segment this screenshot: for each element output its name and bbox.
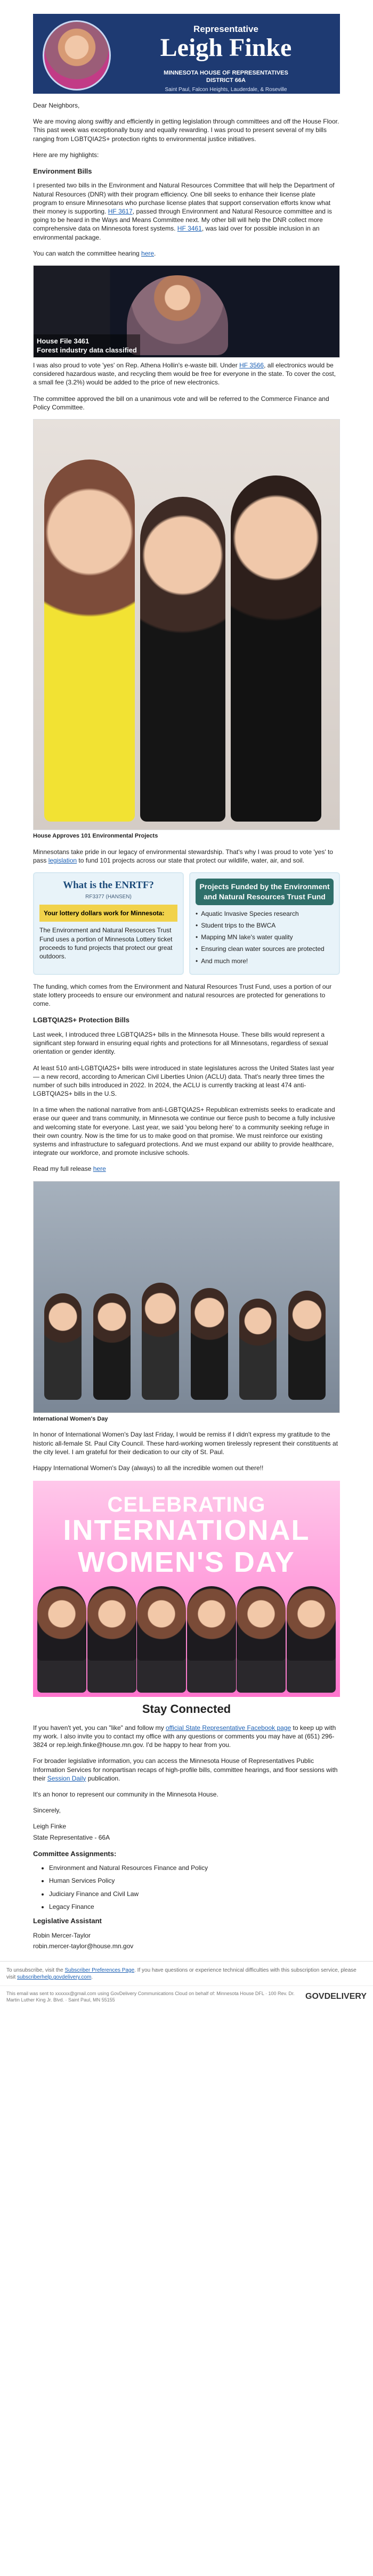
enrtf-item-text: And much more! (201, 957, 248, 965)
poster-people (37, 1581, 336, 1693)
assistant-name: Robin Mercer-Taylor (33, 1931, 91, 1939)
legacy-paragraph (33, 848, 340, 865)
enrtf-left-highlight: Your lottery dollars work for Minnesota: (39, 905, 177, 922)
greeting: Dear Neighbors, (33, 102, 80, 109)
legacy-text-b: to fund 101 projects across our state that protect our wildlife, water, air, and soil. (77, 856, 304, 864)
footer-brand-bar (0, 1986, 373, 2007)
ewaste-text-b: , all electronics would be considered hazardous waste, and recycling them would be free for everyone in the state. To cover the cost, a small fee (3.2%) would be added to the price of new electronics. (33, 361, 336, 387)
dot-icon: • (196, 945, 198, 953)
people-group (44, 454, 321, 822)
environment-heading: Environment Bills (33, 167, 92, 175)
poster-person (137, 1586, 186, 1693)
profile-avatar (43, 20, 111, 91)
assistant-heading: Legislative Assistant (33, 1917, 102, 1925)
legislation-link[interactable]: legislation (48, 856, 77, 864)
stay-paragraph-1 (33, 1724, 340, 1750)
iwd-person (191, 1288, 228, 1400)
iwd-paragraph-1: In honor of International Women's Day last Friday, I would be remiss if I didn't express my gratitude to the historic all-female St. Paul City Council. These hard-working women tirelessly represent their constituents at the city level. I am grateful for their dedication to our city of St. Paul. (33, 1431, 338, 1456)
iwd-person (288, 1291, 326, 1400)
ewaste-paragraph (33, 361, 340, 387)
enrtf-item (196, 933, 334, 941)
poster-line-3: WOMEN'S DAY (78, 1546, 295, 1579)
environment-text-a: I presented two bills in the Environment and Natural Resources Committee that will help the Department of Natural Resources (DNR) with their program efficiency. One bill seeks to enhance their license plate program to ensure Minnesotans who purchase license plates that support conservation efforts know what their money is supporting. (33, 182, 335, 216)
enrtf-left-body: The Environment and Natural Resources Trust Fund uses a portion of Minnesota Lottery ticket proceeds to fund projects that protect our great outdoors. (39, 926, 173, 961)
rep-label: Representative (193, 24, 258, 34)
enrtf-item (196, 945, 334, 953)
dot-icon: • (196, 957, 198, 965)
committee-item: • Human Services Policy (49, 1876, 340, 1885)
poster-person (37, 1586, 86, 1693)
rep-name: Leigh Finke (160, 34, 292, 62)
iwd-paragraph-2: Happy International Women's Day (always) to all the incredible women out there!! (33, 1464, 264, 1472)
caption-line-1: House File 3461 (37, 337, 90, 345)
enrtf-item (196, 921, 334, 930)
full-release-link[interactable]: here (93, 1165, 106, 1173)
newsletter-content (33, 94, 340, 1950)
watch-text-a: You can watch the committee hearing (33, 249, 142, 257)
lgbtq-heading: LGBTQIA2S+ Protection Bills (33, 1016, 129, 1024)
full-release-paragraph (33, 1164, 340, 1173)
enrtf-infographic (33, 872, 340, 975)
poster-line-1: CELEBRATING (107, 1493, 266, 1517)
iwd-poster (33, 1481, 340, 1697)
facebook-link[interactable]: official State Representative Facebook page (165, 1724, 291, 1732)
session-daily-link[interactable]: Session Daily (47, 1774, 86, 1782)
footer-text-c: . (91, 1974, 93, 1981)
subscriber-preferences-link[interactable]: Subscriber Preferences Page (64, 1967, 135, 1973)
committee-item: • Judiciary Finance and Civil Law (49, 1890, 340, 1898)
person-2 (140, 497, 225, 822)
footer (0, 1961, 373, 2007)
committees-heading: Committee Assignments: (33, 1849, 117, 1858)
committee-item: • Legacy Finance (49, 1902, 340, 1911)
caption-line-2: Forest industry data classified (37, 346, 137, 355)
committee-item: • Environment and Natural Resources Finance and Policy (49, 1864, 340, 1872)
stay-paragraph-2 (33, 1757, 340, 1783)
honor-paragraph: It's an honor to represent our community in the Minnesota House. (33, 1791, 218, 1798)
enrtf-right-panel (189, 872, 340, 975)
signature-title: State Representative - 66A (33, 1833, 110, 1841)
enrtf-right-list (196, 909, 334, 965)
dot-icon: • (196, 922, 198, 930)
hf3617-link[interactable]: HF 3617 (108, 208, 133, 216)
person-1 (44, 460, 135, 822)
iwd-photo (33, 1181, 340, 1413)
enrtf-item-text: Mapping MN lake's water quality (201, 933, 293, 941)
iwd-person (239, 1299, 277, 1400)
assistant-email: robin.mercer-taylor@house.mn.gov (33, 1942, 134, 1950)
environment-text-c: , was laid over for possible inclusion in an environmental package. (33, 225, 320, 241)
enrtf-left-subtitle: RF3377 (HANSEN) (85, 893, 132, 900)
district-line-1: MINNESOTA HOUSE OF REPRESENTATIVES (164, 70, 288, 76)
dot-icon: • (196, 933, 198, 941)
funding-paragraph: The funding, which comes from the Environment and Natural Resources Trust Fund, uses a portion of our state lottery proceeds to ensure our environment and natural resources are protected for generations to come. (33, 982, 332, 1008)
district-address: Saint Paul, Falcon Heights, Lauderdale, & Roseville (165, 87, 287, 93)
enrtf-right-title: Projects Funded by the Environment and Natural Resources Trust Fund (196, 879, 334, 905)
footer-text-b: . If you have questions or experience technical difficulties with this subscription service, please visit (6, 1967, 356, 1981)
enrtf-item-text: Student trips to the BWCA (201, 922, 276, 930)
speaker-photo (127, 275, 228, 355)
person-3 (231, 475, 321, 822)
enrtf-item (196, 909, 334, 918)
hf3461-link[interactable]: HF 3461 (177, 225, 202, 233)
poster-person (87, 1586, 136, 1693)
enrtf-item-text: Aquatic Invasive Species research (201, 909, 299, 917)
poster-person (187, 1586, 236, 1693)
stay-text-a: If you haven't yet, you can "like" and follow my (33, 1724, 166, 1732)
legacy-text-a: Minnesotans take pride in our legacy of environmental stewardship. That's why I was proud to vote 'yes' to pass (33, 848, 333, 864)
stay-text-b: to keep up with my work. I also invite you to contact my office with any questions or comments you may have at (651) 296-3824 or rep.leigh.finke@house.mn.gov. I'd be happy to hear from you. (33, 1724, 336, 1749)
enrtf-item (196, 957, 334, 965)
commerce-paragraph: The committee approved the bill on a unanimous vote and will be referred to the Commerce Finance and Policy Committee. (33, 395, 329, 411)
stay2-text-a: For broader legislative information, you can access the Minnesota House of Representatives Public Information Services for nonpartisan recaps of high-profile bills, committee hearings, and floor sessions with their (33, 1757, 338, 1782)
intro: We are moving along swiftly and efficiently in getting legislation through committees and off the House Floor. This past week was exceptionally busy and equally rewarding. I was proud to present several of my bills ranging from LGBTQIA2S+ protection rights to environmental justice initiatives. (33, 118, 339, 143)
iwd-person (142, 1283, 179, 1400)
district-line-2: DISTRICT 66A (206, 77, 246, 84)
iwd-photo-caption: International Women's Day (33, 1415, 108, 1422)
subscriber-help-link[interactable]: subscriberhelp.govdelivery.com (17, 1974, 92, 1981)
ewaste-text-a: I was also proud to vote 'yes' on Rep. Athena Hollin's e-waste bill. Under (33, 361, 240, 369)
poster-person (287, 1586, 336, 1693)
watch-hearing-link[interactable]: here (141, 249, 155, 257)
enrtf-item-text: Ensuring clean water sources are protected (201, 945, 325, 953)
hf3566-link[interactable]: HF 3566 (239, 361, 264, 369)
lgbtq-paragraph-2: At least 510 anti-LGBTQIA2S+ bills were introduced in state legislatures across the United States last year — a new record, according to American Civil Liberties Union (ACLU) data. That's nearly three times the number of such bills introduced in 2022. In 2024, the ACLU is currently tracking at least 474 anti-LGBTQIA2S+ bills in the U.S. (33, 1064, 335, 1098)
iwd-person (44, 1293, 82, 1400)
group-photo-caption: House Approves 101 Environmental Projects (33, 832, 158, 839)
govdelivery-logo: GOVDELIVERY (305, 1992, 367, 2001)
signature-name: Leigh Finke (33, 1823, 67, 1831)
committee-list (33, 1864, 340, 1911)
environment-paragraph (33, 181, 340, 241)
environment-text-b: , passed through Environment and Natural Resource committee and is going to be heard in the Ways and Means Committee next. My other bill will help the DNR collect more comprehensive data on Minnesota forest systems. (33, 208, 332, 233)
photo-caption (34, 334, 140, 357)
lgbtq-paragraph-3: In a time when the national narrative from anti-LGBTQIA2S+ Republican extremists seeks to eradicate and erase our queer and trans community, in Minnesota we continue our fierce push to become a fully inclusive and welcoming state for everyone. Last year, we said 'you belong here' to a community seeking refuge in their own country. Now is the time for us to make good on that promise. We must reinforce our existing systems and infrastructure to safeguard protections. And we must expand our ability to provide healthcare, integrate our workforce, and promote inclusive schools. (33, 1106, 335, 1157)
iwd-group (44, 1251, 326, 1400)
sincerely: Sincerely, (33, 1807, 61, 1815)
footer-fine-print: This email was sent to xxxxxx@gmail.com using GovDelivery Communications Cloud on behalf of: Minnesota House DFL · 100 Rev. Dr. Martin Luther King Jr. Blvd. · Saint Paul, MN 55155 (6, 1990, 295, 2003)
watch-text-b: . (154, 249, 156, 257)
dot-icon: • (196, 909, 198, 917)
poster-person (237, 1586, 286, 1693)
hf3461-photo (33, 265, 340, 358)
stay-connected-heading: Stay Connected (142, 1702, 231, 1716)
stay2-text-b: publication. (86, 1774, 120, 1782)
footer-text-a: To unsubscribe, visit the (6, 1967, 65, 1973)
highlights: Here are my highlights: (33, 151, 99, 159)
newsletter-header (33, 14, 340, 94)
poster-line-2: INTERNATIONAL (63, 1514, 310, 1547)
watch-paragraph (33, 249, 340, 258)
enrtf-left-panel (33, 872, 184, 975)
footer-unsubscribe (0, 1967, 373, 1986)
iwd-person (93, 1293, 131, 1400)
group-photo (33, 419, 340, 830)
full-release-text: Read my full release (33, 1165, 93, 1173)
lgbtq-paragraph-1: Last week, I introduced three LGBTQIA2S+ bills in the Minnesota House. These bills would represent a significant step forward in ensuring equal rights and protections for all Minnesotans, regardless of sexual orientation or gender identity. (33, 1030, 328, 1056)
enrtf-left-title: What is the ENRTF? (63, 880, 154, 891)
